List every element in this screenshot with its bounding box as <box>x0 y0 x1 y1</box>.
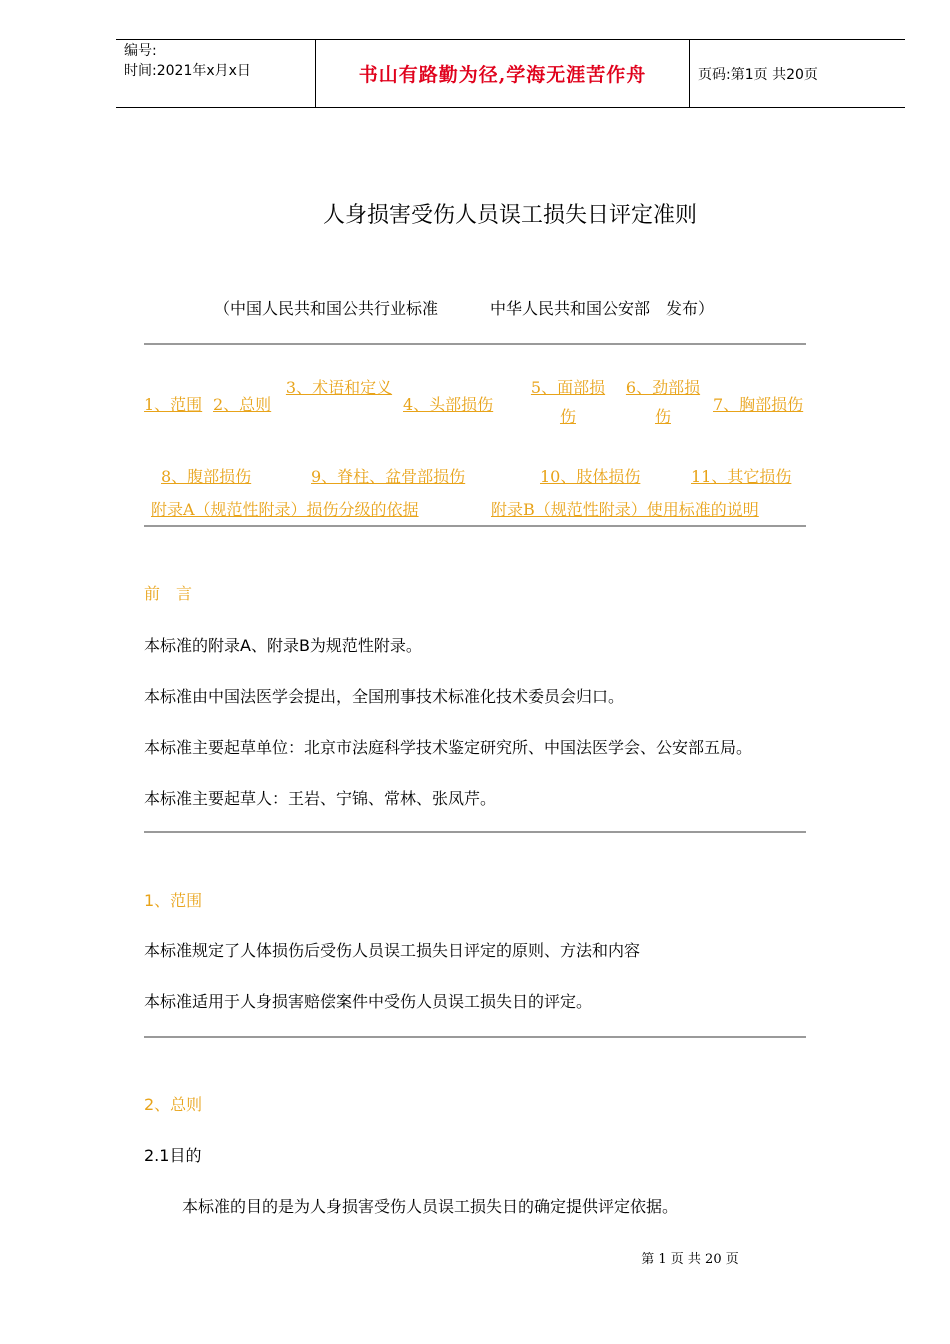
page-info: 页码:第1页 共20页 <box>698 67 818 83</box>
section-1-paragraph: 本标准适用于人身损害赔偿案件中受伤人员误工损失日的评定。 <box>144 992 593 1011</box>
header-divider-right <box>689 39 690 107</box>
subtitle-publisher: 中华人民共和国公安部 发布） <box>490 299 715 318</box>
section-2-heading: 2、总则 <box>144 1095 203 1114</box>
toc-link-chest[interactable]: 7、胸部损伤 <box>713 395 804 414</box>
section-1-paragraph: 本标准规定了人体损伤后受伤人员误工损失日评定的原则、方法和内容 <box>144 941 641 960</box>
toc-link-scope[interactable]: 1、范围 <box>144 395 203 414</box>
preface-paragraph: 本标准由中国法医学会提出，全国刑事技术标准化技术委员会归口。 <box>144 687 625 706</box>
preface-paragraph: 本标准主要起草单位：北京市法庭科学技术鉴定研究所、中国法医学会、公安部五局。 <box>144 738 753 757</box>
header-motto: 书山有路勤为径,学海无涯苦作舟 <box>358 64 647 86</box>
document-subtitle <box>214 296 714 319</box>
page-footer: 第 1 页 共 20 页 <box>641 1252 739 1267</box>
header-bottom-rule <box>116 107 905 108</box>
document-title: 人身损害受伤人员误工损失日评定准则 <box>322 203 697 228</box>
divider-preface-bottom <box>144 831 806 833</box>
subtitle-standard: （中国人民共和国公共行业标准 <box>214 299 439 318</box>
doc-time-label: 时间:2021年x月x日 <box>124 63 251 79</box>
toc-link-face[interactable]: 5、面部损伤 <box>530 378 606 426</box>
toc-link-head[interactable]: 4、头部损伤 <box>403 395 494 414</box>
toc-link-general[interactable]: 2、总则 <box>213 395 272 414</box>
toc-link-other[interactable]: 11、其它损伤 <box>691 467 792 486</box>
header-top-rule <box>116 39 905 40</box>
section-1-heading: 1、范围 <box>144 891 203 910</box>
toc-link-abdomen[interactable]: 8、腹部损伤 <box>161 467 252 486</box>
toc-link-limbs[interactable]: 10、肢体损伤 <box>540 467 641 486</box>
preface-paragraph: 本标准的附录A、附录B为规范性附录。 <box>144 636 422 655</box>
preface-heading: 前 言 <box>144 584 193 603</box>
doc-number-label: 编号: <box>124 43 157 59</box>
divider-toc-bottom <box>144 525 806 527</box>
toc-link-spine-pelvis[interactable]: 9、脊柱、盆骨部损伤 <box>311 467 466 486</box>
section-2-1-paragraph: 本标准的目的是为人身损害受伤人员误工损失日的确定提供评定依据。 <box>182 1197 679 1216</box>
toc-link-appendix-a[interactable]: 附录A（规范性附录）损伤分级的依据 <box>151 500 419 519</box>
section-2-1-heading: 2.1目的 <box>144 1146 202 1165</box>
divider-section-1-bottom <box>144 1036 806 1038</box>
divider-toc-top <box>144 343 806 345</box>
toc-link-neck[interactable]: 6、劲部损伤 <box>625 378 701 426</box>
toc-link-appendix-b[interactable]: 附录B（规范性附录）使用标准的说明 <box>491 500 759 519</box>
preface-paragraph: 本标准主要起草人：王岩、宁锦、常林、张凤芹。 <box>144 789 497 808</box>
toc-link-terms[interactable]: 3、术语和定义 <box>285 378 393 397</box>
